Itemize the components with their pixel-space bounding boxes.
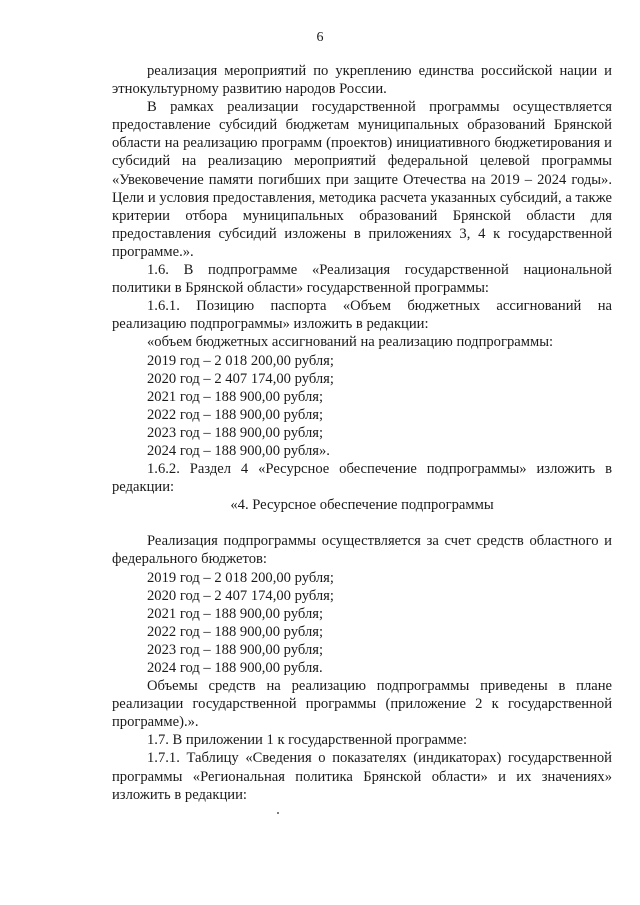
paragraph-section-1-6-1: 1.6.1. Позицию паспорта «Объем бюджетных ассигнований на реализацию подпрограммы» изложить в редакции: (112, 298, 612, 333)
budget-line: 2022 год – 188 900,00 рубля; (147, 623, 323, 640)
scan-speck (277, 812, 279, 814)
budget-line: 2021 год – 188 900,00 рубля; (147, 605, 323, 622)
budget-intro: «объем бюджетных ассигнований на реализацию подпрограммы: (147, 334, 554, 351)
budget-line: 2021 год – 188 900,00 рубля; (147, 388, 323, 405)
budget-line: 2019 год – 2 018 200,00 рубля; (147, 352, 334, 369)
paragraph-section-1-7-1: 1.7.1. Таблицу «Сведения о показателях (индикаторах) государственной программы «Региональная политика Брянской области» и их значениях» изложить в редакции: (112, 750, 612, 803)
budget-list-2 (112, 569, 612, 678)
budget-list-1 (112, 352, 612, 461)
budget-line: 2019 год – 2 018 200,00 рубля; (147, 569, 334, 586)
budget-line: 2024 год – 188 900,00 рубля». (147, 442, 330, 459)
budget-line: 2020 год – 2 407 174,00 рубля; (147, 587, 334, 604)
paragraph-section-1-6-2: 1.6.2. Раздел 4 «Ресурсное обеспечение подпрограммы» изложить в редакции: (112, 461, 612, 496)
paragraph-2: В рамках реализации государственной программы осуществляется предоставление субсидий бюджетам муниципальных образований Брянской области на реализацию программ (проектов) инициативного бюджетирования и субсидий на реализацию мероприятий федеральной целевой программы «Увековечение памяти погибших при защите Отечества на 2019 – 2024 годы». Цели и условия предоставления, методика расчета указанных субсидий, а также критерии отбора муниципальных образований Брянской области для предоставления субсидий изложены в приложениях 3, 4 к государственной программе.». (112, 99, 612, 260)
financing-intro: Реализация подпрограммы осуществляется за счет средств областного и федерального бюджетов: (112, 533, 612, 568)
paragraph-section-1-7: 1.7. В приложении 1 к государственной программе: (147, 732, 468, 749)
budget-line: 2024 год – 188 900,00 рубля. (147, 660, 323, 676)
budget-line: 2023 год – 188 900,00 рубля; (147, 424, 323, 441)
budget-line: 2023 год – 188 900,00 рубля; (147, 641, 323, 658)
paragraph-volumes: Объемы средств на реализацию подпрограммы приведены в плане реализации государственной программы (приложение 2 к государственной программе).». (112, 678, 612, 731)
budget-line: 2020 год – 2 407 174,00 рубля; (147, 370, 334, 387)
spacer (112, 514, 612, 532)
paragraph-section-1-6: 1.6. В подпрограмме «Реализация государственной национальной политики в Брянской области» государственной программы: (112, 262, 612, 297)
budget-line: 2022 год – 188 900,00 рубля; (147, 406, 323, 423)
section-heading: «4. Ресурсное обеспечение подпрограммы (230, 497, 494, 514)
document-body (112, 62, 612, 804)
page-number: 6 (316, 30, 324, 45)
paragraph-1: реализация мероприятий по укреплению единства российской нации и этнокультурному развитию народов России. (112, 63, 612, 98)
